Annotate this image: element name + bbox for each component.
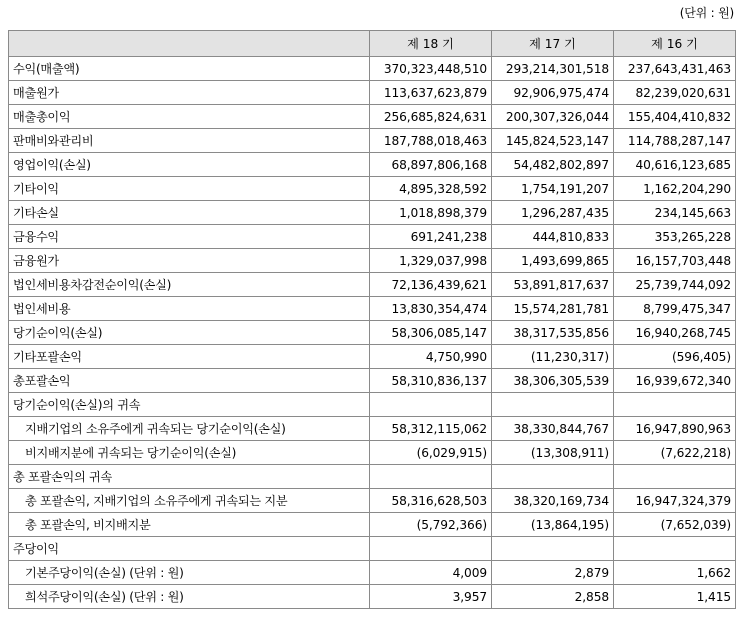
table-row [9, 345, 736, 369]
row-label: 기본주당이익(손실) (단위 : 원) [9, 561, 370, 585]
row-label: 주당이익 [9, 537, 370, 561]
value-cell-period-18: 58,312,115,062 [370, 417, 492, 441]
value-cell-period-17: 38,330,844,767 [492, 417, 614, 441]
value-cell-period-17: 2,858 [492, 585, 614, 609]
value-cell-period-18: 58,316,628,503 [370, 489, 492, 513]
row-label: 총 포괄손익, 지배기업의 소유주에게 귀속되는 지분 [9, 489, 370, 513]
value-cell-period-16: 234,145,663 [614, 201, 736, 225]
row-label: 희석주당이익(손실) (단위 : 원) [9, 585, 370, 609]
value-cell-period-17: 200,307,326,044 [492, 105, 614, 129]
value-cell-period-16: 1,415 [614, 585, 736, 609]
value-cell-period-18: 187,788,018,463 [370, 129, 492, 153]
value-cell-period-16: 40,616,123,685 [614, 153, 736, 177]
value-cell-period-18: 370,323,448,510 [370, 57, 492, 81]
header-cell-period-18: 제 18 기 [370, 31, 492, 57]
row-label: 기타포괄손익 [9, 345, 370, 369]
row-label: 지배기업의 소유주에게 귀속되는 당기순이익(손실) [9, 417, 370, 441]
value-cell-period-18: 13,830,354,474 [370, 297, 492, 321]
value-cell-period-17: 38,306,305,539 [492, 369, 614, 393]
row-label: 금융수익 [9, 225, 370, 249]
value-cell-period-17: 444,810,833 [492, 225, 614, 249]
row-label: 당기순이익(손실) [9, 321, 370, 345]
value-cell-period-17: (13,864,195) [492, 513, 614, 537]
value-cell-period-18 [370, 537, 492, 561]
value-cell-period-16: 1,162,204,290 [614, 177, 736, 201]
value-cell-period-16 [614, 393, 736, 417]
value-cell-period-17 [492, 393, 614, 417]
value-cell-period-18: 113,637,623,879 [370, 81, 492, 105]
row-label: 총포괄손익 [9, 369, 370, 393]
table-row [9, 441, 736, 465]
row-label: 매출원가 [9, 81, 370, 105]
table-row [9, 561, 736, 585]
value-cell-period-18: 72,136,439,621 [370, 273, 492, 297]
header-cell-period-16: 제 16 기 [614, 31, 736, 57]
value-cell-period-18: 4,750,990 [370, 345, 492, 369]
row-label: 비지배지분에 귀속되는 당기순이익(손실) [9, 441, 370, 465]
row-label: 법인세비용 [9, 297, 370, 321]
header-cell-label [9, 31, 370, 57]
table-row [9, 489, 736, 513]
value-cell-period-17: 293,214,301,518 [492, 57, 614, 81]
unit-label: (단위 : 원) [679, 6, 734, 20]
value-cell-period-18: 68,897,806,168 [370, 153, 492, 177]
value-cell-period-18: (5,792,366) [370, 513, 492, 537]
value-cell-period-18: 58,310,836,137 [370, 369, 492, 393]
value-cell-period-18: 256,685,824,631 [370, 105, 492, 129]
value-cell-period-18: 4,009 [370, 561, 492, 585]
row-label: 금융원가 [9, 249, 370, 273]
value-cell-period-17 [492, 537, 614, 561]
value-cell-period-18: 691,241,238 [370, 225, 492, 249]
value-cell-period-18: 58,306,085,147 [370, 321, 492, 345]
table-row [9, 417, 736, 441]
table-row [9, 273, 736, 297]
value-cell-period-18: (6,029,915) [370, 441, 492, 465]
value-cell-period-17: (11,230,317) [492, 345, 614, 369]
row-label: 기타이익 [9, 177, 370, 201]
value-cell-period-18: 4,895,328,592 [370, 177, 492, 201]
value-cell-period-18: 3,957 [370, 585, 492, 609]
value-cell-period-16: 16,940,268,745 [614, 321, 736, 345]
value-cell-period-17: 54,482,802,897 [492, 153, 614, 177]
value-cell-period-18 [370, 465, 492, 489]
table-row [9, 225, 736, 249]
table-row [9, 321, 736, 345]
value-cell-period-16: (7,652,039) [614, 513, 736, 537]
value-cell-period-16: 25,739,744,092 [614, 273, 736, 297]
value-cell-period-17 [492, 465, 614, 489]
header-cell-period-17: 제 17 기 [492, 31, 614, 57]
row-label: 총 포괄손익의 귀속 [9, 465, 370, 489]
value-cell-period-17: 1,754,191,207 [492, 177, 614, 201]
table-row [9, 249, 736, 273]
value-cell-period-16: 353,265,228 [614, 225, 736, 249]
income-statement-table [8, 30, 736, 609]
table-row [9, 57, 736, 81]
value-cell-period-16: 82,239,020,631 [614, 81, 736, 105]
table-row [9, 201, 736, 225]
table-row [9, 393, 736, 417]
table-row [9, 585, 736, 609]
value-cell-period-17: 38,317,535,856 [492, 321, 614, 345]
table-row [9, 465, 736, 489]
table-row [9, 129, 736, 153]
row-label: 법인세비용차감전순이익(손실) [9, 273, 370, 297]
value-cell-period-16: (7,622,218) [614, 441, 736, 465]
value-cell-period-17: 2,879 [492, 561, 614, 585]
value-cell-period-17: 145,824,523,147 [492, 129, 614, 153]
value-cell-period-17: 92,906,975,474 [492, 81, 614, 105]
table-row [9, 513, 736, 537]
value-cell-period-16: 155,404,410,832 [614, 105, 736, 129]
value-cell-period-16 [614, 537, 736, 561]
table-row [9, 537, 736, 561]
value-cell-period-16: 1,662 [614, 561, 736, 585]
row-label: 판매비와관리비 [9, 129, 370, 153]
row-label: 기타손실 [9, 201, 370, 225]
value-cell-period-16: 16,947,324,379 [614, 489, 736, 513]
row-label: 영업이익(손실) [9, 153, 370, 177]
table-row [9, 81, 736, 105]
value-cell-period-16: 114,788,287,147 [614, 129, 736, 153]
table-row [9, 153, 736, 177]
table-row [9, 297, 736, 321]
value-cell-period-17: 1,493,699,865 [492, 249, 614, 273]
value-cell-period-17: 53,891,817,637 [492, 273, 614, 297]
value-cell-period-16: 16,947,890,963 [614, 417, 736, 441]
value-cell-period-16: (596,405) [614, 345, 736, 369]
value-cell-period-18: 1,018,898,379 [370, 201, 492, 225]
value-cell-period-16: 8,799,475,347 [614, 297, 736, 321]
value-cell-period-16 [614, 465, 736, 489]
value-cell-period-17: 15,574,281,781 [492, 297, 614, 321]
value-cell-period-17: 1,296,287,435 [492, 201, 614, 225]
header-row [9, 31, 736, 57]
row-label: 수익(매출액) [9, 57, 370, 81]
value-cell-period-16: 16,939,672,340 [614, 369, 736, 393]
value-cell-period-17: 38,320,169,734 [492, 489, 614, 513]
row-label: 매출총이익 [9, 105, 370, 129]
row-label: 총 포괄손익, 비지배지분 [9, 513, 370, 537]
table-row [9, 177, 736, 201]
row-label: 당기순이익(손실)의 귀속 [9, 393, 370, 417]
table-body [9, 57, 736, 609]
table-row [9, 105, 736, 129]
value-cell-period-16: 16,157,703,448 [614, 249, 736, 273]
value-cell-period-17: (13,308,911) [492, 441, 614, 465]
value-cell-period-18: 1,329,037,998 [370, 249, 492, 273]
value-cell-period-18 [370, 393, 492, 417]
table-row [9, 369, 736, 393]
value-cell-period-16: 237,643,431,463 [614, 57, 736, 81]
